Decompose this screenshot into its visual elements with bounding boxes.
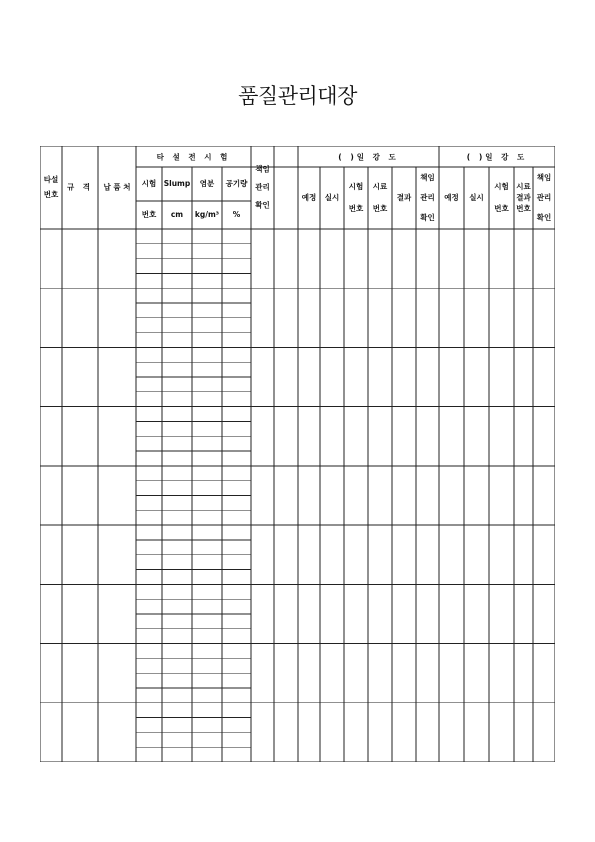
strength-header: ( )일 강 도 [338,152,399,162]
pour-no-header: 번호 [43,190,59,199]
supplier-header: 납 품 처 [103,182,131,192]
responsible-confirm-header: 관리 [255,182,270,192]
actual-header: 실시 [469,193,484,202]
sample-no-header: 번호 [141,210,157,219]
salt-unit: kg/m³ [194,210,220,219]
test-no-header: 시험 [348,182,364,191]
planned-header: 예정 [444,193,459,202]
pour-no-header: 타설 [43,175,59,184]
specimen-no-header: 시료 [516,182,531,191]
responsible-confirm-header: 관리 [420,193,435,202]
test-no-header: 번호 [494,204,509,213]
responsible-confirm-header: 확인 [536,213,552,222]
strength-header: ( )일 강 도 [466,152,528,162]
result-header: 결과 [396,193,412,202]
responsible-confirm-header: 책임 [420,173,435,182]
salt-header: 염분 [199,179,215,188]
sample-no-header: 시험 [141,179,157,188]
result-header: 결과 [516,193,531,202]
responsible-confirm-header: 확인 [420,213,435,222]
table-grid [40,146,555,762]
quality-control-table [40,146,555,762]
specimen-no-header: 시료 [372,182,388,191]
page-title: 품질관리대장 [238,84,357,108]
spec-header: 규 격 [66,182,94,192]
slump-unit: cm [170,210,184,219]
responsible-confirm-header: 확인 [255,200,270,210]
pre-test-header: 타 설 전 시 험 [156,152,231,162]
air-content-unit: % [232,210,241,219]
specimen-no-header: 번호 [372,204,388,213]
specimen-no-header: 번호 [516,204,531,213]
slump-header: Slump [163,179,191,188]
planned-header: 예정 [301,193,317,202]
responsible-confirm-header: 책임 [536,173,552,182]
test-no-header: 시험 [494,182,509,191]
responsible-confirm-header: 책임 [255,164,270,174]
test-no-header: 번호 [348,204,364,213]
air-content-header: 공기량 [225,179,248,188]
responsible-confirm-header: 관리 [536,193,552,202]
actual-header: 실시 [324,193,340,202]
